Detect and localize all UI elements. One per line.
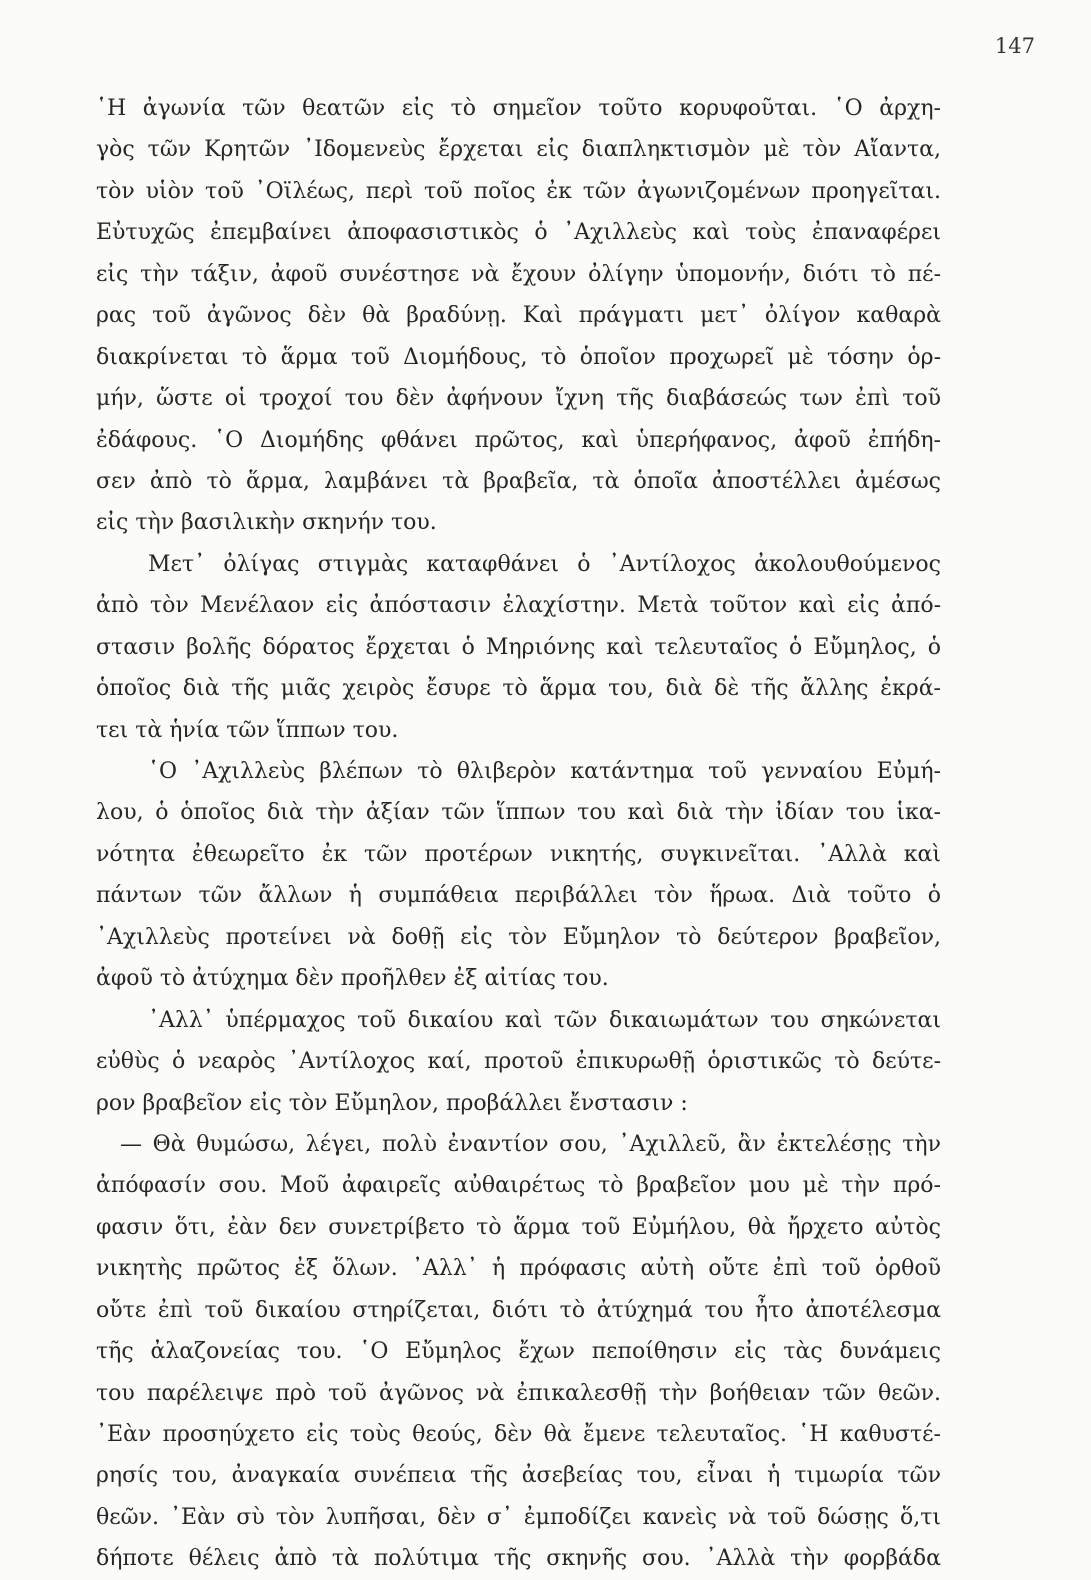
text-line: ἀπόφασίν σου. Μοῦ ἀφαιρεῖς αὐθαιρέτως τὸ βραβεῖον μου μὲ τὴν πρό- (96, 1173, 941, 1199)
text-line: πάντων τῶν ἄλλων ἡ συμπάθεια περιβάλλει τὸν ἥρωα. Διὰ τοῦτο ὁ (96, 883, 941, 909)
text-line: σεν ἀπὸ τὸ ἅρμα, λαμβάνει τὰ βραβεῖα, τὰ ὁποῖα ἀποστέλλει ἀμέσως (96, 468, 941, 494)
text-line: ρησίς του, ἀναγκαία συνέπεια τῆς ἀσεβείας του, εἶναι ἡ τιμωρία τῶν (96, 1463, 941, 1489)
text-line: ῾Η ἀγωνία τῶν θεατῶν εἰς τὸ σημεῖον τοῦτο κορυφοῦται. ῾Ο ἀρχη- (96, 96, 941, 121)
text-line: ῾Ο ᾿Αχιλλεὺς βλέπων τὸ θλιβερὸν κατάντημα τοῦ γενναίου Εὐμή- (148, 759, 941, 784)
text-line: οὔτε ἐπὶ τοῦ δικαίου στηρίζεται, διότι τὸ ἀτύχημά του ἦτο ἀποτέλεσμα (96, 1297, 941, 1323)
text-line: θεῶν. ᾿Εὰν σὺ τὸν λυπῆσαι, δὲν σ᾿ ἐμποδίζει κανεὶς νὰ τοῦ δώσῃς ὅ,τι (96, 1504, 941, 1530)
text-line: ἐδάφους. ῾Ο Διομήδης φθάνει πρῶτος, καὶ ὑπερήφανος, ἀφοῦ ἐπήδη- (96, 427, 941, 453)
text-line: μήν, ὥστε οἱ τροχοί του δὲν ἀφήνουν ἴχνη τῆς διαβάσεώς των ἐπὶ τοῦ (96, 386, 941, 412)
page-number: 147 (994, 34, 1035, 58)
text-line: τῆς ἀλαζονείας του. ῾Ο Εὔμηλος ἔχων πεποίθησιν εἰς τὰς δυνάμεις (96, 1339, 941, 1365)
text-line: ᾿Αχιλλεὺς προτείνει νὰ δοθῇ εἰς τὸν Εὔμηλον τὸ δεύτερον βραβεῖον, (96, 924, 941, 950)
text-line: δήποτε θέλεις ἀπὸ τὰ πολύτιμα τῆς σκηνῆς σου. ᾿Αλλὰ τὴν φορβάδα (96, 1546, 941, 1572)
text-line: Εὐτυχῶς ἐπεμβαίνει ἀποφασιστικὸς ὁ ᾿Αχιλλεὺς καὶ τοὺς ἐπαναφέρει (96, 220, 941, 246)
text-line: τει τὰ ἡνία τῶν ἵππων του. (96, 717, 399, 743)
text-line: γὸς τῶν Κρητῶν ᾿Ιδομενεὺς ἔρχεται εἰς διαπληκτισμὸν μὲ τὸν Αἴαντα, (96, 137, 941, 163)
text-line: ᾿Αλλ᾿ ὑπέρμαχος τοῦ δικαίου καὶ τῶν δικαιωμάτων του σηκώνεται (148, 1007, 941, 1033)
text-line: στασιν βολῆς δόρατος ἔρχεται ὁ Μηριόνης καὶ τελευταῖος ὁ Εὔμηλος, ὁ (96, 634, 941, 660)
text-line: ἀφοῦ τὸ ἀτύχημα δὲν προῆλθεν ἐξ αἰτίας του. (96, 966, 609, 992)
text-line: Μετ᾿ ὀλίγας στιγμὰς καταφθάνει ὁ ᾿Αντίλοχος ἀκολουθούμενος (148, 551, 941, 577)
text-line: τὸν υἱὸν τοῦ ᾿Οϊλέως, περὶ τοῦ ποῖος ἐκ τῶν ἀγωνιζομένων προηγεῖται. (96, 178, 941, 204)
text-line: φασιν ὅτι, ἐὰν δεν συνετρίβετο τὸ ἅρμα τοῦ Εὐμήλου, θὰ ἤρχετο αὐτὸς (96, 1214, 941, 1240)
text-line: ἀπὸ τὸν Μενέλαον εἰς ἀπόστασιν ἐλαχίστην. Μετὰ τοῦτον καὶ εἰς ἀπό- (96, 593, 941, 619)
text-line: ὁποῖος διὰ τῆς μιᾶς χειρὸς ἔσυρε τὸ ἅρμα του, διὰ δὲ τῆς ἄλλης ἐκρά- (96, 676, 941, 702)
text-line: εἰς τὴν τάξιν, ἀφοῦ συνέστησε νὰ ἔχουν ὀλίγην ὑπομονήν, διότι τὸ πέ- (96, 261, 941, 287)
text-line: ᾿Εὰν προσηύχετο εἰς τοὺς θεούς, δὲν θὰ ἔμενε τελευταῖος. ῾Η καθυστέ- (96, 1422, 941, 1447)
text-line: λου, ὁ ὁποῖος διὰ τὴν ἀξίαν τῶν ἵππων του καὶ διὰ τὴν ἰδίαν του ἱκα- (96, 800, 941, 826)
text-line: εὐθὺς ὁ νεαρὸς ᾿Αντίλοχος καί, προτοῦ ἐπικυρωθῇ ὁριστικῶς τὸ δεύτε- (96, 1049, 941, 1075)
text-line: νικητὴς πρῶτος ἐξ ὅλων. ᾿Αλλ᾿ ἡ πρόφασις αὐτὴ οὔτε ἐπὶ τοῦ ὀρθοῦ (96, 1256, 941, 1282)
body-text (96, 88, 941, 1580)
text-line: — Θὰ θυμώσω, λέγει, πολὺ ἐναντίον σου, ᾿Αχιλλεῦ, ἂν ἐκτελέσῃς τὴν (120, 1131, 941, 1157)
text-line: εἰς τὴν βασιλικὴν σκηνήν του. (96, 510, 437, 536)
text-line: νότητα ἐθεωρεῖτο ἐκ τῶν προτέρων νικητής, συγκινεῖται. ᾿Αλλὰ καὶ (96, 841, 941, 867)
text-line: ρον βραβεῖον εἰς τὸν Εὔμηλον, προβάλλει ἔνστασιν : (96, 1090, 688, 1116)
text-line: ρας τοῦ ἀγῶνος δὲν θὰ βραδύνῃ. Καὶ πράγματι μετ᾿ ὀλίγον καθαρὰ (96, 303, 941, 329)
text-line: του παρέλειψε πρὸ τοῦ ἀγῶνος νὰ ἐπικαλεσθῇ τὴν βοήθειαν τῶν θεῶν. (96, 1380, 941, 1406)
text-line: διακρίνεται τὸ ἅρμα τοῦ Διομήδους, τὸ ὁποῖον προχωρεῖ μὲ τόσην ὁρ- (96, 344, 941, 370)
